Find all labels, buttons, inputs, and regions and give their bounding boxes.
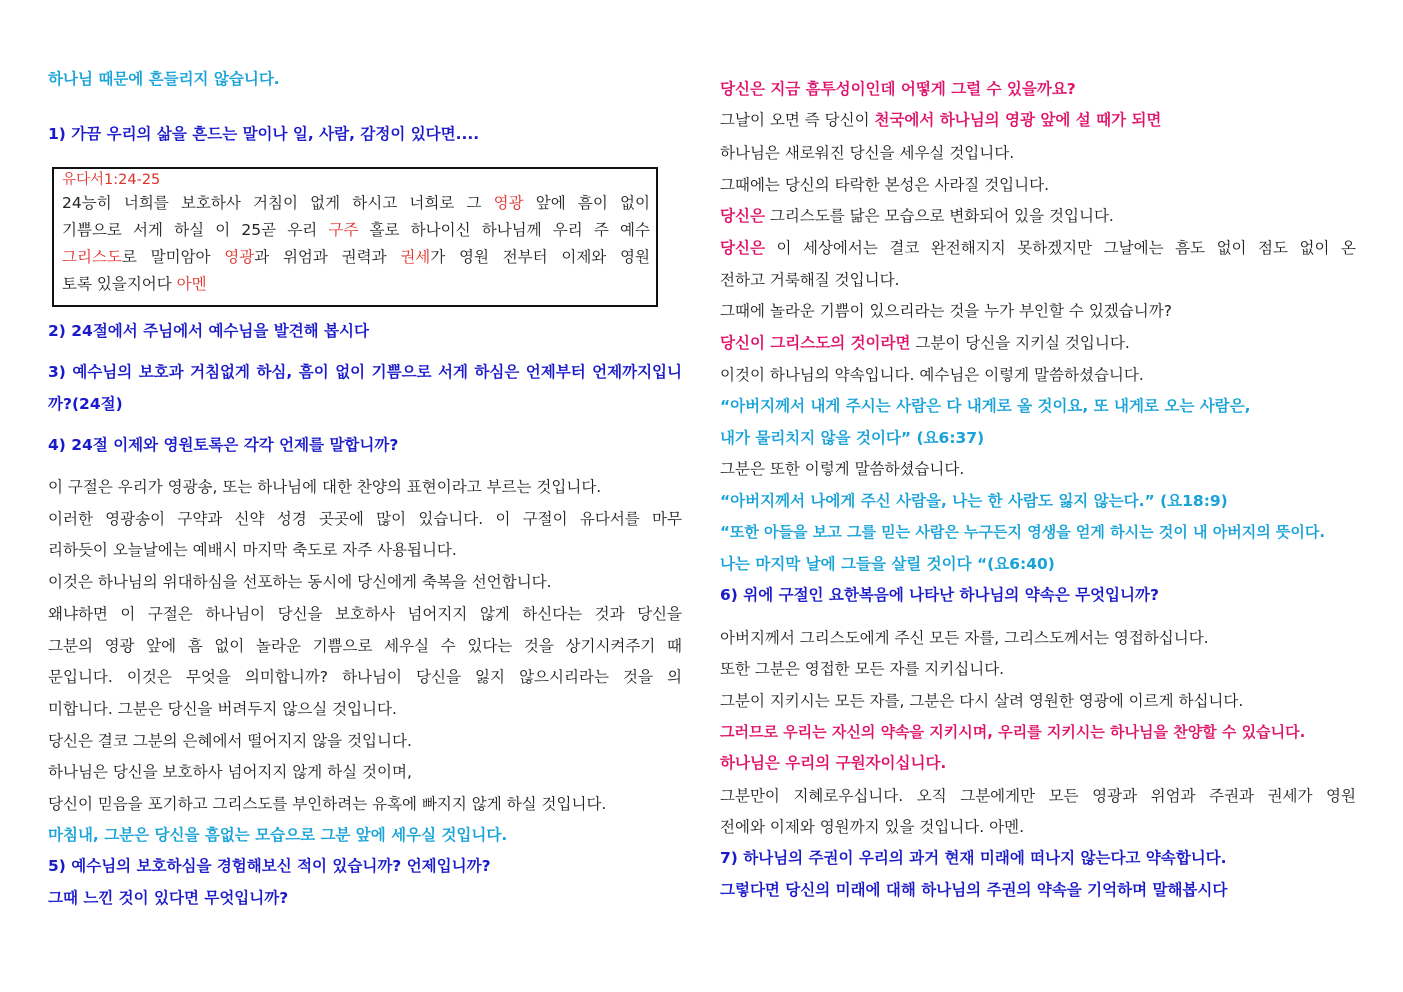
body-line: 당신은 그리스도를 닮은 모습으로 변화되어 있을 것입니다.	[720, 207, 1114, 225]
scripture-line-3: 그리스도로 말미암아 영광과 위엄과 권력과 권세가 영원 전부터 이제와 영원	[62, 248, 650, 266]
body-line: 그때에는 당신의 타락한 본성은 사라질 것입니다.	[720, 176, 1050, 194]
question-7-followup: 그렇다면 당신의 미래에 대해 하나님의 주권의 약속을 기억하며 말해봅시다	[720, 881, 1228, 899]
question-4: 4) 24절 이제와 영원토록은 각각 언제를 말합니까?	[48, 436, 399, 454]
body-line: 당신이 그리스도의 것이라면 그분이 당신을 지키실 것입니다.	[720, 334, 1130, 352]
body-line: 그날이 오면 즉 당신이 천국에서 하나님의 영광 앞에 설 때가 되면	[720, 111, 1162, 129]
body-line: 그분의 영광 앞에 흠 없이 놀라운 기쁨으로 세우실 수 있다는 것을 상기시켜주기 때	[48, 637, 682, 655]
highlight-line: 마침내, 그분은 당신을 흠없는 모습으로 그분 앞에 세우실 것입니다.	[48, 826, 508, 844]
highlight-line: 하나님은 우리의 구원자이십니다.	[720, 754, 947, 772]
intro-heading: 하나님 때문에 흔들리지 않습니다.	[48, 70, 280, 88]
question-5-followup: 그때 느낀 것이 있다면 무엇입니까?	[48, 889, 289, 907]
body-line: 미합니다. 그분은 당신을 버려두지 않으실 것입니다.	[48, 700, 397, 718]
scripture-line-2: 기쁨으로 서게 하실 이 25곧 우리 구주 홀로 하나이신 하나님께 우리 주 예수	[62, 221, 650, 239]
question-1: 1) 가끔 우리의 삶을 흔드는 말이나 일, 사람, 감정이 있다면....	[48, 125, 480, 143]
body-line: 이 구절은 우리가 영광송, 또는 하나님에 대한 찬양의 표현이라고 부르는 것입니다.	[48, 478, 602, 496]
body-line: 하나님은 새로워진 당신을 세우실 것입니다.	[720, 144, 1015, 162]
highlight-line: 당신은 지금 흠투성이인데 어떻게 그럴 수 있을까요?	[720, 80, 1076, 98]
body-line: 그때에 놀라운 기쁨이 있으리라는 것을 누가 부인할 수 있겠습니까?	[720, 302, 1172, 320]
body-line: 당신은 결코 그분의 은혜에서 떨어지지 않을 것입니다.	[48, 732, 412, 750]
body-line: 하나님은 당신을 보호하사 넘어지지 않게 하실 것이며,	[48, 763, 412, 781]
scripture-quote: 내가 물리치지 않을 것이다” (요6:37)	[720, 429, 985, 447]
body-line: 이러한 영광송이 구약과 신약 성경 곳곳에 많이 있습니다. 이 구절이 유다서를 마무	[48, 510, 682, 528]
body-line: 전에와 이제와 영원까지 있을 것입니다. 아멘.	[720, 818, 1025, 836]
scripture-line-4: 토록 있을지어다 아멘	[62, 275, 207, 293]
body-line: 당신이 믿음을 포기하고 그리스도를 부인하려는 유혹에 빠지지 않게 하실 것입니다.	[48, 795, 607, 813]
body-line: 그분은 또한 이렇게 말씀하셨습니다.	[720, 460, 965, 478]
scripture-quote: “또한 아들을 보고 그를 믿는 사람은 누구든지 영생을 얻게 하시는 것이 내 아버지의 뜻이다.	[720, 523, 1326, 541]
body-line: 리하듯이 오늘날에는 예배시 마지막 축도로 자주 사용됩니다.	[48, 541, 457, 559]
question-6: 6) 위에 구절인 요한복음에 나타난 하나님의 약속은 무엇입니까?	[720, 586, 1159, 604]
body-line: 당신은 이 세상에서는 결코 완전해지지 못하겠지만 그날에는 흠도 없이 점도 없이 온	[720, 239, 1356, 257]
body-line: 전하고 거룩해질 것입니다.	[720, 271, 900, 289]
body-line: 왜냐하면 이 구절은 하나님이 당신을 보호하사 넘어지지 않게 하신다는 것과 당신을	[48, 605, 682, 623]
question-3-line-1: 3) 예수님의 보호과 거침없게 하심, 흠이 없이 기쁨으로 서게 하심은 언제부터 언제까지입니	[48, 363, 682, 381]
body-line: 아버지께서 그리스도에게 주신 모든 자를, 그리스도께서는 영접하십니다.	[720, 629, 1209, 647]
highlight-line: 그러므로 우리는 자신의 약속을 지키시며, 우리를 지키시는 하나님을 찬양할 수 있습니다.	[720, 723, 1306, 741]
question-5: 5) 예수님의 보호하심을 경험해보신 적이 있습니까? 언제입니까?	[48, 857, 491, 875]
body-line: 그분이 지키시는 모든 자를, 그분은 다시 살려 영원한 영광에 이르게 하십니다.	[720, 692, 1244, 710]
question-7: 7) 하나님의 주권이 우리의 과거 현재 미래에 떠나지 않는다고 약속합니다.	[720, 849, 1227, 867]
scripture-quote: 나는 마지막 날에 그들을 살릴 것이다 “(요6:40)	[720, 555, 1055, 573]
body-line: 그분만이 지혜로우십니다. 오직 그분에게만 모든 영광과 위엄과 주권과 권세가 영원	[720, 787, 1356, 805]
body-line: 이것이 하나님의 약속입니다. 예수님은 이렇게 말씀하셨습니다.	[720, 366, 1144, 384]
scripture-reference: 유다서1:24-25	[62, 172, 161, 188]
body-line: 이것은 하나님의 위대하심을 선포하는 동시에 당신에게 축복을 선언합니다.	[48, 573, 552, 591]
body-line: 또한 그분은 영접한 모든 자를 지키십니다.	[720, 660, 1005, 678]
scripture-quote: “아버지께서 나에게 주신 사람을, 나는 한 사람도 잃지 않는다.” (요18:9)	[720, 492, 1228, 510]
scripture-quote: “아버지께서 내게 주시는 사람은 다 내게로 올 것이요, 또 내게로 오는 사람은,	[720, 397, 1251, 415]
question-2: 2) 24절에서 주님에서 예수님을 발견해 봅시다	[48, 322, 369, 340]
body-line: 문입니다. 이것은 무엇을 의미합니까? 하나님이 당신을 잃지 않으시리라는 것을 의	[48, 668, 682, 686]
question-3-line-2: 까?(24절)	[48, 395, 123, 413]
scripture-box	[52, 167, 658, 307]
scripture-line-1: 24능히 너희를 보호하사 거침이 없게 하시고 너희로 그 영광 앞에 흠이 없이	[62, 194, 651, 212]
